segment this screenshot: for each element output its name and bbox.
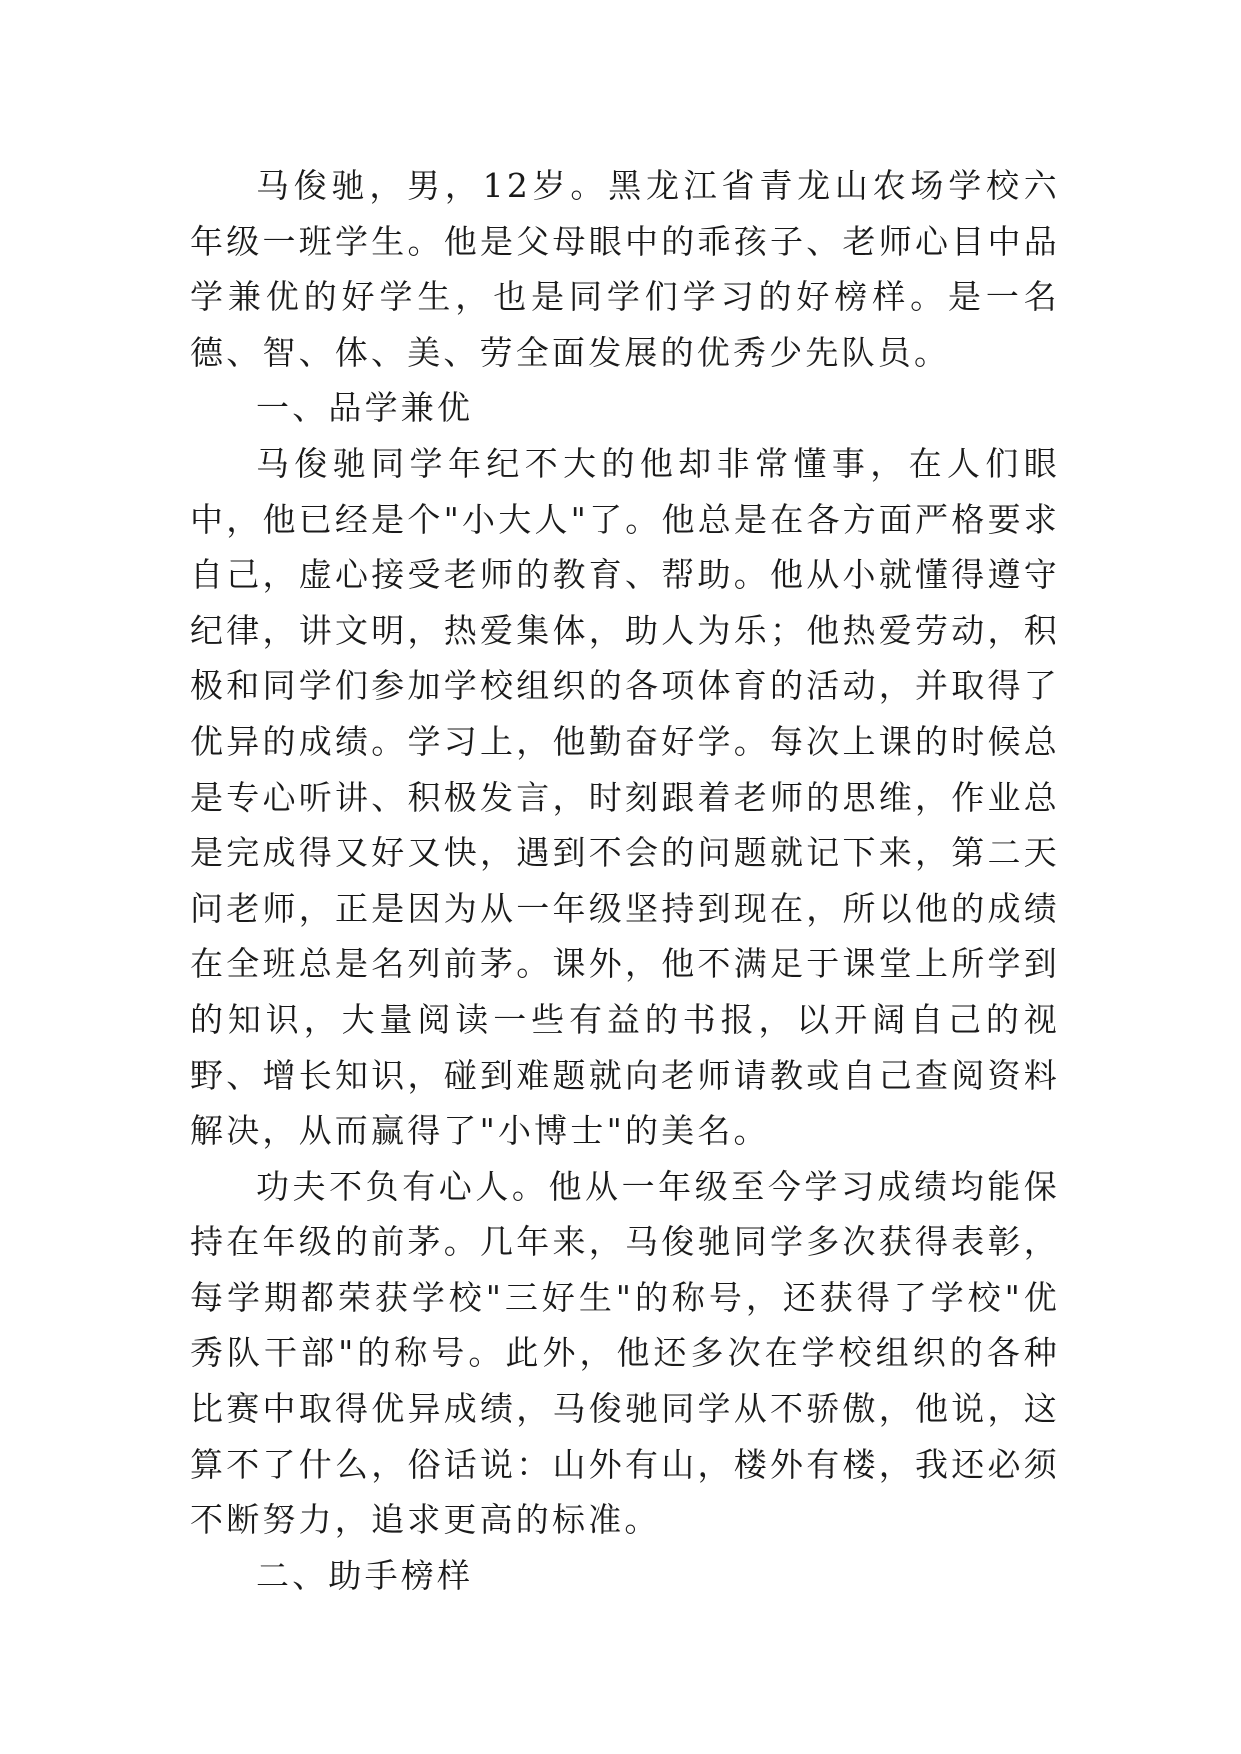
body-paragraph-1: 马俊驰同学年纪不大的他却非常懂事，在人们眼中，他已经是个"小大人"了。他总是在各方面严格要求自己，虚心接受老师的教育、帮助。他从小就懂得遵守纪律，讲文明，热爱集体，助人为乐；他热爱劳动，积极和同学们参加学校组织的各项体育的活动，并取得了优异的成绩。学习上，他勤奋好学。每次上课的时候总是专心听讲、积极发言，时刻跟着老师的思维，作业总是完成得又好又快，遇到不会的问题就记下来，第二天问老师，正是因为从一年级坚持到现在，所以他的成绩在全班总是名列前茅。课外，他不满足于课堂上所学到的知识，大量阅读一些有益的书报，以开阔自己的视野、增长知识，碰到难题就向老师请教或自己查阅资料解决，从而赢得了"小博士"的美名。 [190, 443, 1060, 1151]
section-heading-1: 一、品学兼优 [256, 388, 474, 428]
body-paragraph-2: 功夫不负有心人。他从一年级至今学习成绩均能保持在年级的前茅。几年来，马俊驰同学多次获得表彰，每学期都荣获学校"三好生"的称号，还获得了学校"优秀队干部"的称号。此外，他还多次在学校组织的各种比赛中取得优异成绩，马俊驰同学从不骄傲，他说，这算不了什么，俗话说：山外有山，楼外有楼，我还必须不断努力，追求更高的标准。 [190, 1166, 1060, 1540]
intro-paragraph: 马俊驰，男，12岁。黑龙江省青龙山农场学校六年级一班学生。他是父母眼中的乖孩子、老师心目中品学兼优的好学生，也是同学们学习的好榜样。是一名德、智、体、美、劳全面发展的优秀少先队员。 [190, 166, 1060, 372]
section-heading-2: 二、助手榜样 [256, 1555, 474, 1595]
document-body [190, 158, 1060, 1603]
